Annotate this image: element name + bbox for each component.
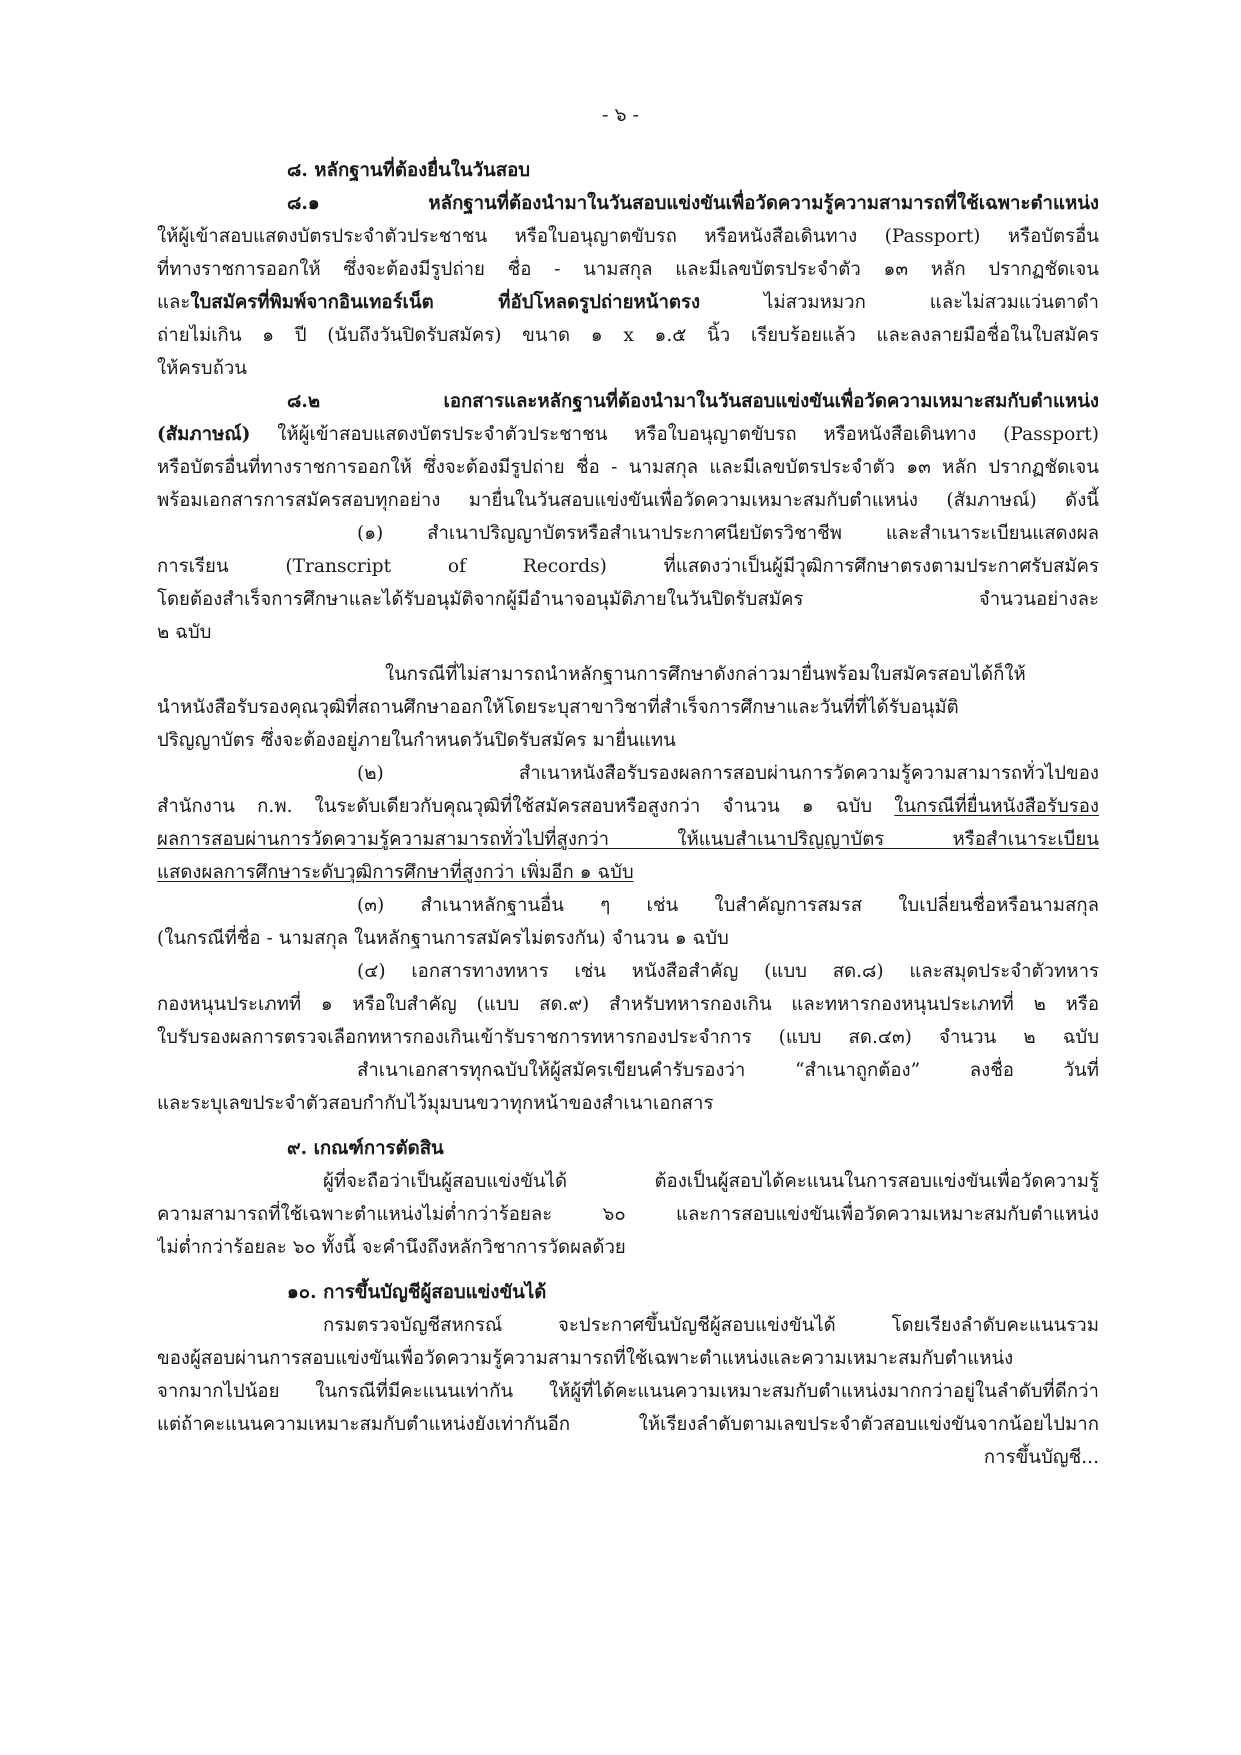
- item-1-line: (๑) สำเนาปริญญาบัตรหรือสำเนาประกาศนียบัตรวิชาชีพ และสำเนาระเบียนแสดงผล: [357, 523, 1099, 544]
- section-8-1-heading: ๘.๑ หลักฐานที่ต้องนำมาในวันสอบแข่งขันเพื่อวัดความรู้ความสามารถที่ใช้เฉพาะตำแหน่ง: [287, 193, 1099, 214]
- section-10-line: จากมากไปน้อย ในกรณีที่มีคะแนนเท่ากัน ให้ผู้ที่ได้คะแนนความเหมาะสมกับตำแหน่งมากกว่าอยู่ในลำดับที่ดีกว่า: [157, 1381, 1099, 1402]
- note-line: ปริญญาบัตร ซึ่งจะต้องอยู่ภายในกำหนดวันปิดรับสมัคร มายื่นแทน: [157, 730, 676, 751]
- item-4-line: ใบรับรองผลการตรวจเลือกทหารกองเกินเข้ารับราชการทหารกองประจำการ (แบบ สด.๔๓) จำนวน ๒ ฉบับ: [157, 1027, 1099, 1048]
- item-2-line: (๒) สำเนาหนังสือรับรองผลการสอบผ่านการวัดความรู้ความสามารถทั่วไปของ: [357, 763, 1099, 784]
- section-10-heading: ๑๐. การขึ้นบัญชีผู้สอบแข่งขันได้: [287, 1282, 547, 1303]
- underlined-text: ในกรณีที่ยื่นหนังสือรับรอง: [894, 796, 1099, 817]
- section-10-line: ของผู้สอบผ่านการสอบแข่งขันเพื่อวัดความรู้ความสามารถที่ใช้เฉพาะตำแหน่งและความเหมาะสมกับตำแหน่ง: [157, 1348, 1014, 1369]
- section-8-2-line: พร้อมเอกสารการสมัครสอบทุกอย่าง มายื่นในวันสอบแข่งขันเพื่อวัดความเหมาะสมกับตำแหน่ง (สัมภาษณ์) ดังนี้: [157, 490, 1099, 511]
- section-9-line: ไม่ต่ำกว่าร้อยละ ๖๐ ทั้งนี้ จะคำนึงถึงหลักวิชาการวัดผลด้วย: [157, 1237, 626, 1258]
- item-2-line: แสดงผลการศึกษาระดับวุฒิการศึกษาที่สูงกว่า เพิ่มอีก ๑ ฉบับ: [157, 862, 634, 883]
- section-8-1-line: ให้ครบถ้วน: [157, 358, 247, 379]
- item-1-line: การเรียน (Transcript of Records) ที่แสดงว่าเป็นผู้มีวุฒิการศึกษาตรงตามประกาศรับสมัคร: [157, 556, 1099, 577]
- section-8-1-line: ถ่ายไม่เกิน ๑ ปี (นับถึงวันปิดรับสมัคร) ขนาด ๑ x ๑.๕ นิ้ว เรียบร้อยแล้ว และลงลายมือชื่อในใบสมัคร: [157, 325, 1099, 346]
- section-8-1-line: ให้ผู้เข้าสอบแสดงบัตรประจำตัวประชาชน หรือใบอนุญาตขับรถ หรือหนังสือเดินทาง (Passport) หรือบัตรอื่น: [157, 226, 1099, 247]
- certify-line: สำเนาเอกสารทุกฉบับให้ผู้สมัครเขียนคำรับรองว่า “สำเนาถูกต้อง” ลงชื่อ วันที่: [357, 1060, 1099, 1081]
- item-1-line: โดยต้องสำเร็จการศึกษาและได้รับอนุมัติจากผู้มีอำนาจอนุมัติภายในวันปิดรับสมัคร จำนวนอย่างละ: [157, 589, 1099, 610]
- section-8-2-line: (สัมภาษณ์) ให้ผู้เข้าสอบแสดงบัตรประจำตัวประชาชน หรือใบอนุญาตขับรถ หรือหนังสือเดินทาง (Passport): [157, 424, 1099, 445]
- item-3-line: (ในกรณีที่ชื่อ - นามสกุล ในหลักฐานการสมัครไม่ตรงกัน) จำนวน ๑ ฉบับ: [157, 928, 729, 949]
- section-10-line: กรมตรวจบัญชีสหกรณ์ จะประกาศขึ้นบัญชีผู้สอบแข่งขันได้ โดยเรียงลำดับคะแนนรวม: [323, 1315, 1099, 1336]
- note-line: นำหนังสือรับรองคุณวุฒิที่สถานศึกษาออกให้โดยระบุสาขาวิชาที่สำเร็จการศึกษาและวันที่ที่ได้รับอนุมัติ: [157, 697, 959, 718]
- section-8-1-line: ที่ทางราชการออกให้ ซึ่งจะต้องมีรูปถ่าย ชื่อ - นามสกุล และมีเลขบัตรประจำตัว ๑๓ หลัก ปรากฏชัดเจน: [157, 259, 1099, 280]
- item-2-line: ผลการสอบผ่านการวัดความรู้ความสามารถทั่วไปที่สูงกว่า ให้แนบสำเนาปริญญาบัตร หรือสำเนาระเบียน: [157, 829, 1099, 850]
- item-2-line: สำนักงาน ก.พ. ในระดับเดียวกับคุณวุฒิที่ใช้สมัครสอบหรือสูงกว่า จำนวน ๑ ฉบับ ในกรณีที่ยื่นหนังสือรับรอง: [157, 796, 1099, 817]
- certify-line: และระบุเลขประจำตัวสอบกำกับไว้มุมบนขวาทุกหน้าของสำเนาเอกสาร: [157, 1093, 714, 1114]
- item-4-line: (๔) เอกสารทางทหาร เช่น หนังสือสำคัญ (แบบ สด.๘) และสมุดประจำตัวทหาร: [357, 961, 1099, 982]
- section-8-2-heading: ๘.๒ เอกสารและหลักฐานที่ต้องนำมาในวันสอบแข่งขันเพื่อวัดความเหมาะสมกับตำแหน่ง: [287, 391, 1099, 412]
- bold-text: (สัมภาษณ์): [157, 424, 251, 445]
- item-4-line: กองหนุนประเภทที่ ๑ หรือใบสำคัญ (แบบ สด.๙) สำหรับทหารกองเกิน และทหารกองหนุนประเภทที่ ๒ หรือ: [157, 994, 1099, 1015]
- item-1-line: ๒ ฉบับ: [157, 622, 212, 643]
- section-8-heading: ๘. หลักฐานที่ต้องยื่นในวันสอบ: [287, 160, 531, 181]
- note-line: ในกรณีที่ไม่สามารถนำหลักฐานการศึกษาดังกล่าวมายื่นพร้อมใบสมัครสอบได้ก็ให้: [385, 664, 1026, 685]
- page-number: - ๖ -: [602, 104, 639, 126]
- section-9-line: ผู้ที่จะถือว่าเป็นผู้สอบแข่งขันได้ ต้องเป็นผู้สอบได้คะแนนในการสอบแข่งขันเพื่อวัดความรู้: [323, 1171, 1099, 1192]
- section-8-1-line: และใบสมัครที่พิมพ์จากอินเทอร์เน็ต ที่อัปโหลดรูปถ่ายหน้าตรง ไม่สวมหมวก และไม่สวมแว่นตาดำ: [157, 292, 1099, 313]
- item-3-line: (๓) สำเนาหลักฐานอื่น ๆ เช่น ใบสำคัญการสมรส ใบเปลี่ยนชื่อหรือนามสกุล: [357, 895, 1099, 916]
- section-10-line: แต่ถ้าคะแนนความเหมาะสมกับตำแหน่งยังเท่ากันอีก ให้เรียงลำดับตามเลขประจำตัวสอบแข่งขันจากน้อยไปมาก: [157, 1414, 1099, 1435]
- section-9-line: ความสามารถที่ใช้เฉพาะตำแหน่งไม่ต่ำกว่าร้อยละ ๖๐ และการสอบแข่งขันเพื่อวัดความเหมาะสมกับตำแหน่ง: [157, 1204, 1099, 1225]
- section-9-heading: ๙. เกณฑ์การตัดสิน: [287, 1138, 444, 1159]
- bold-text: ใบสมัครที่พิมพ์จากอินเทอร์เน็ต ที่อัปโหลดรูปถ่ายหน้าตรง: [190, 292, 701, 313]
- section-8-2-line: หรือบัตรอื่นที่ทางราชการออกให้ ซึ่งจะต้องมีรูปถ่าย ชื่อ - นามสกุล และมีเลขบัตรประจำตัว ๑๓ หลัก ปรากฏชัดเจน: [157, 457, 1099, 478]
- continuation-marker: การขึ้นบัญชี...: [983, 1447, 1099, 1468]
